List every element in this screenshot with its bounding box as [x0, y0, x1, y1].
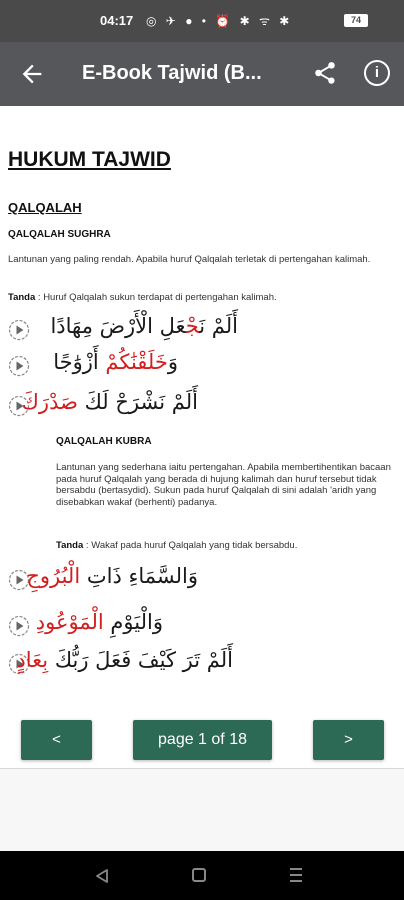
app-title: E-Book Tajwid (B... — [82, 62, 262, 84]
verse-row — [8, 646, 388, 680]
arabic-verse: أَلَمْ تَرَ كَيْفَ فَعَلَ رَبُّكَ بِعَادٍ — [16, 648, 233, 672]
sughra-title: QALQALAH SUGHRA — [8, 229, 111, 240]
arabic-verse: وَالْيَوْمِ الْمَوْعُودِ — [35, 610, 163, 634]
arabic-verse: وَالسَّمَاءِ ذَاتِ الْبُرُوجِ — [26, 564, 198, 588]
arrow-left-icon — [18, 60, 46, 88]
section-title: QALQALAH — [8, 200, 82, 215]
nav-home-icon[interactable] — [192, 868, 206, 882]
nav-recents-icon[interactable] — [289, 867, 303, 883]
tanda-label: Tanda — [56, 540, 84, 551]
tanda-label: Tanda — [8, 292, 36, 303]
tanda-text: : Huruf Qalqalah sukun terdapat di pertengahan kalimah. — [35, 292, 277, 303]
kubra-tanda — [56, 540, 297, 551]
back-button[interactable] — [18, 60, 46, 88]
verse-row — [8, 608, 388, 642]
app-bar — [0, 42, 404, 106]
arabic-verse: وَخَلَقْنَٰكُمْ أَزْوَٰجًا — [53, 350, 178, 374]
bottom-area — [0, 769, 404, 851]
system-nav-bar — [0, 851, 404, 900]
arabic-verse: أَلَمْ نَشْرَحْ لَكَ صَدْرَكَ — [21, 390, 198, 414]
verse-row — [8, 562, 388, 596]
sughra-tanda — [8, 292, 277, 303]
share-icon — [312, 60, 338, 86]
kubra-description: Lantunan yang sederhana iaitu pertengahan. Apabila membertihentikan bacaan pada huruf Qalqalah yang berada di hujung kalimah dan huruf tersebut tidak bersabdu (bertasydid). Sukun pada huruf Qalqalah di sini adalah 'aridh yang disebabkan wakaf (berhenti) padanya. — [56, 462, 391, 508]
ebook-content[interactable] — [0, 106, 404, 768]
audio-play-icon[interactable] — [8, 319, 30, 341]
status-icons: ◎ ✈ ● • ⏰ ✱ ᯤ ✱ — [146, 14, 293, 28]
kubra-title: QALQALAH KUBRA — [56, 436, 152, 447]
info-icon: i — [374, 64, 380, 81]
battery-icon: 74 — [344, 14, 368, 27]
arabic-verse: أَلَمْ نَجْعَلِ الْأَرْضَ مِهَادًا — [50, 314, 238, 338]
nav-back-icon[interactable] — [94, 868, 110, 884]
sughra-description: Lantunan yang paling rendah. Apabila huruf Qalqalah terletak di pertengahan kalimah. — [8, 254, 371, 265]
page-indicator-button[interactable]: page 1 of 18 — [133, 720, 272, 760]
next-page-button[interactable]: > — [313, 720, 384, 760]
verse-row — [8, 312, 388, 346]
verse-row — [8, 348, 388, 382]
status-bar — [0, 0, 404, 42]
share-button[interactable] — [312, 60, 338, 86]
page-title: HUKUM TAJWID — [8, 148, 171, 171]
tanda-text: : Wakaf pada huruf Qalqalah yang tidak bersabdu. — [83, 540, 298, 551]
info-button[interactable] — [364, 60, 390, 86]
verse-row — [8, 388, 388, 422]
prev-page-button[interactable]: < — [21, 720, 92, 760]
audio-play-icon[interactable] — [8, 615, 30, 637]
status-time: 04:17 — [100, 13, 134, 28]
audio-play-icon[interactable] — [8, 355, 30, 377]
